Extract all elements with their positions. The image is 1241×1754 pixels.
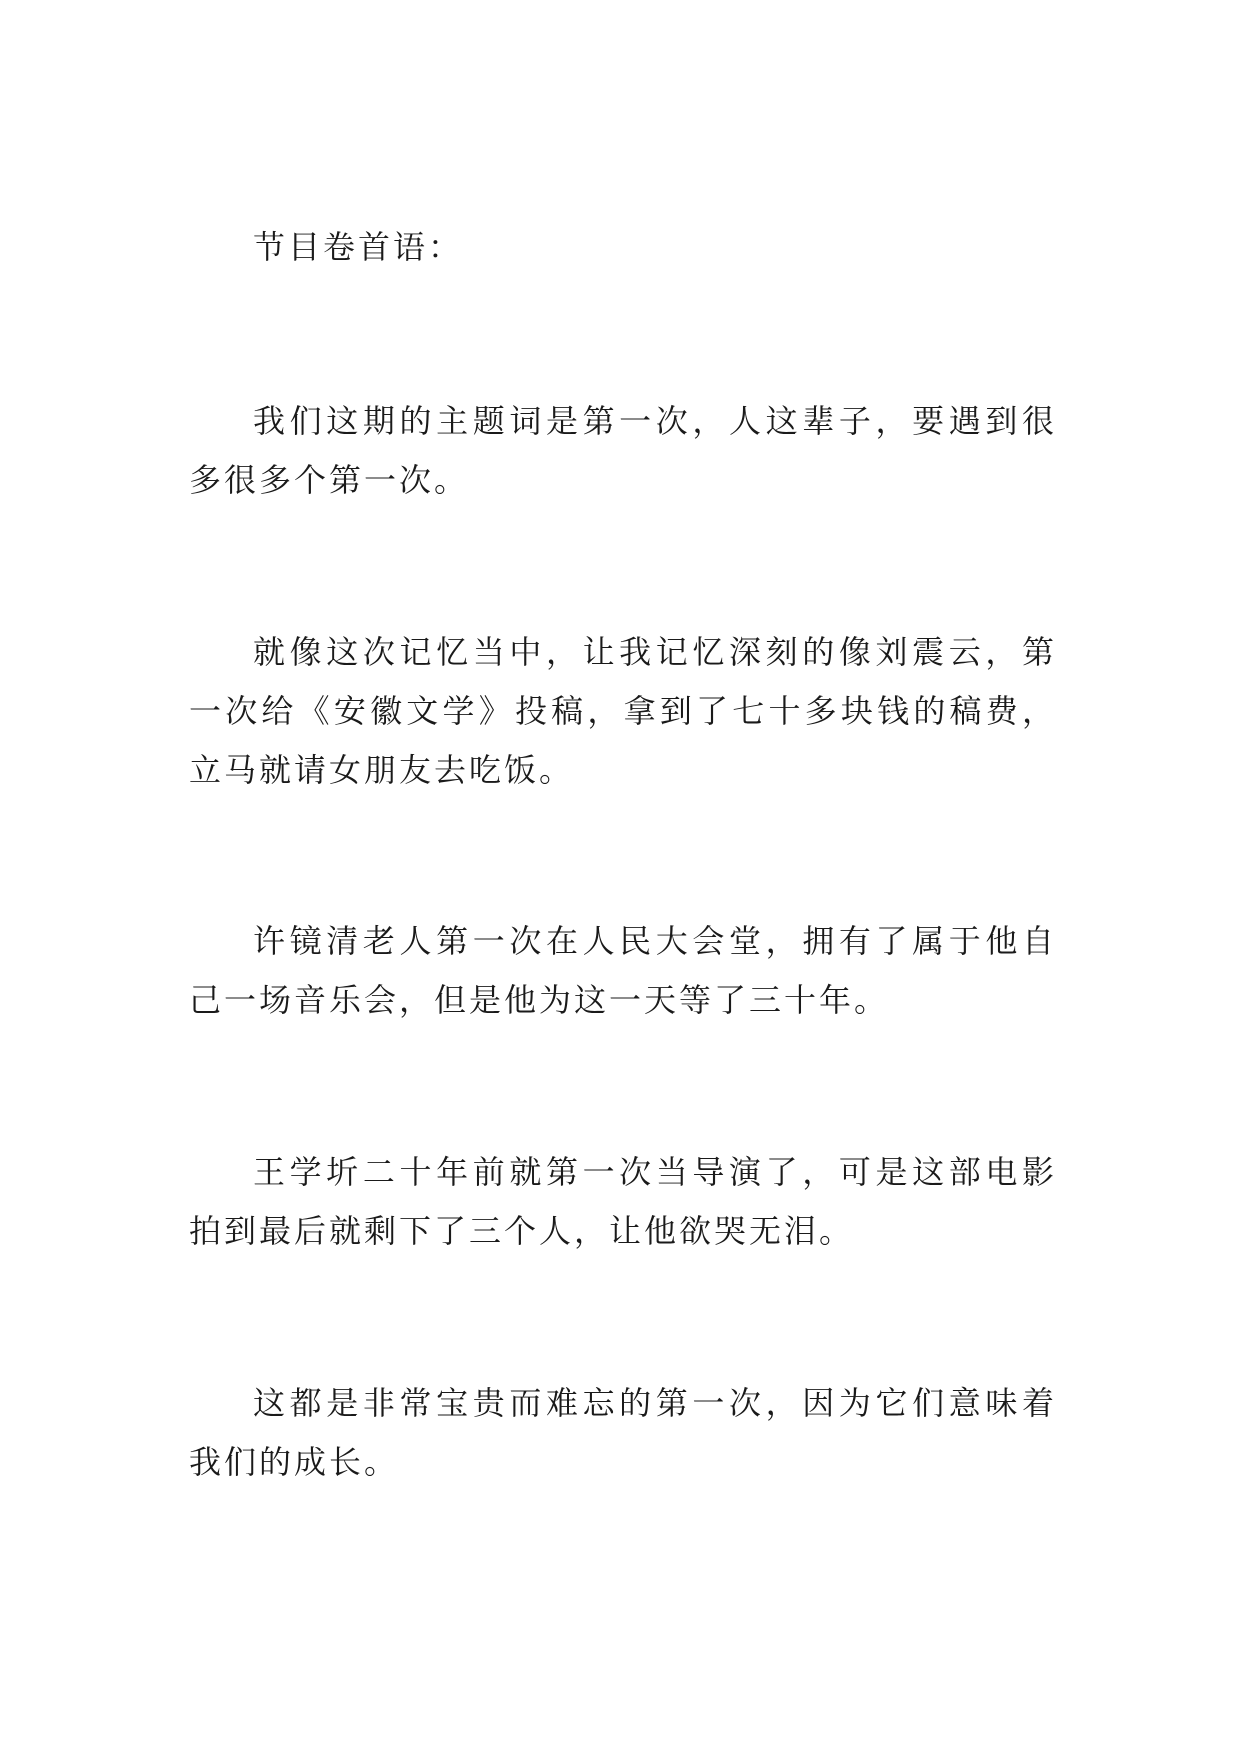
paragraph: 这都是非常宝贵而难忘的第一次，因为它们意味着我们的成长。 xyxy=(189,1384,1057,1481)
paragraph: 就像这次记忆当中，让我记忆深刻的像刘震云，第一次给《安徽文学》投稿，拿到了七十多块钱的稿费，立马就请女朋友去吃饭。 xyxy=(189,633,1057,789)
paragraph: 王学圻二十年前就第一次当导演了，可是这部电影拍到最后就剩下了三个人，让他欲哭无泪。 xyxy=(189,1153,1057,1250)
paragraph: 许镜清老人第一次在人民大会堂，拥有了属于他自己一场音乐会，但是他为这一天等了三十年。 xyxy=(189,922,1057,1019)
document-heading: 节目卷首语： xyxy=(253,228,464,266)
paragraph: 我们这期的主题词是第一次，人这辈子，要遇到很多很多个第一次。 xyxy=(189,402,1057,499)
